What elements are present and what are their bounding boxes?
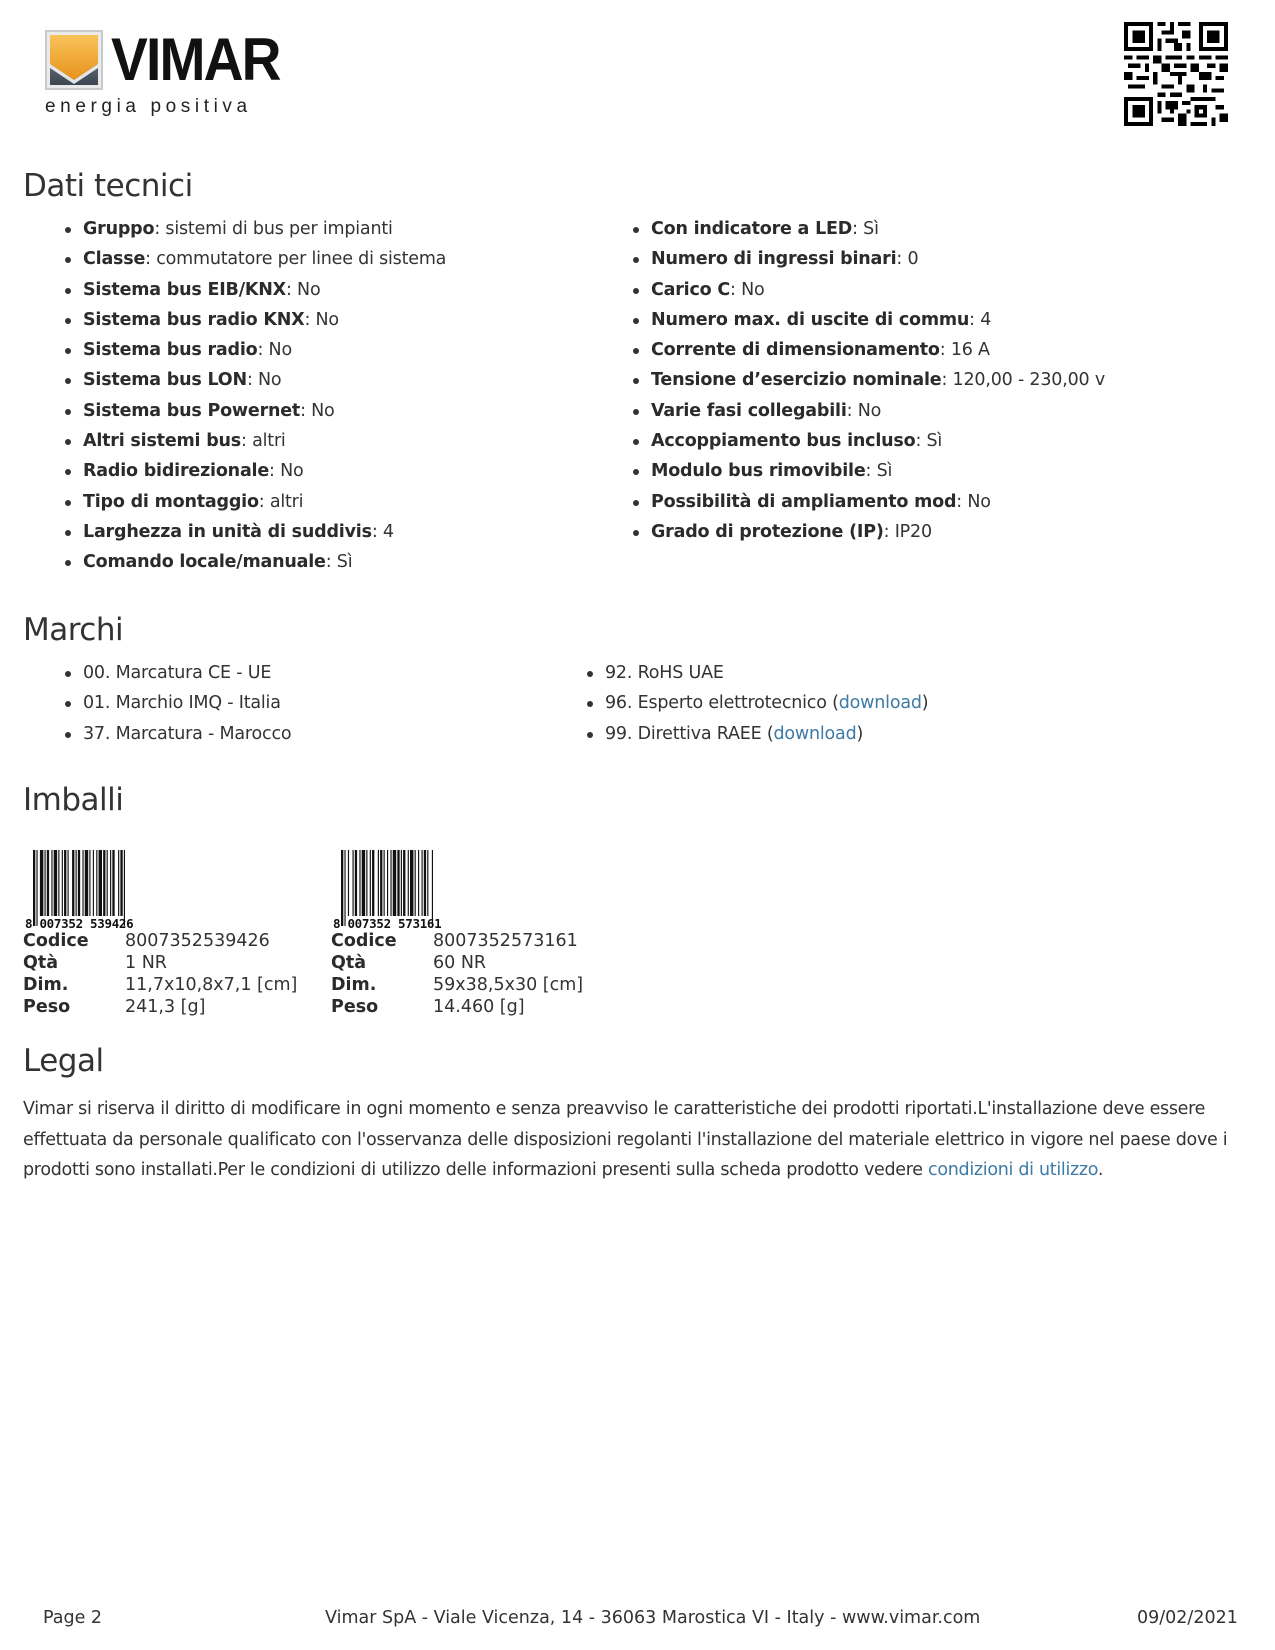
spec-separator: : bbox=[730, 279, 742, 300]
package-card-1 bbox=[23, 850, 297, 1018]
spec-separator: : bbox=[883, 521, 895, 542]
codice-label: Codice bbox=[331, 931, 397, 951]
spec-separator: : bbox=[241, 431, 253, 452]
certifications-right-list bbox=[585, 658, 928, 749]
spec-value: 0 bbox=[907, 249, 919, 270]
spec-value: altri bbox=[269, 491, 304, 512]
spec-label: Numero di ingressi binari bbox=[651, 249, 897, 270]
certification-item bbox=[585, 688, 928, 718]
spec-label: Numero max. di uscite di commu bbox=[651, 309, 970, 330]
spec-item bbox=[63, 396, 446, 426]
spec-value: No bbox=[857, 400, 882, 421]
spec-label: Tensione d’esercizio nominale bbox=[651, 370, 942, 391]
brand-tagline: energia positiva bbox=[45, 96, 252, 117]
spec-separator: : bbox=[896, 249, 908, 270]
spec-label: Con indicatore a LED bbox=[651, 219, 853, 239]
spec-separator: : bbox=[304, 309, 316, 330]
spec-label: Altri sistemi bus bbox=[83, 431, 242, 452]
spec-label: Corrente di dimensionamento bbox=[651, 340, 940, 361]
barcode-icon bbox=[341, 850, 463, 926]
spec-separator: : bbox=[956, 491, 968, 512]
spec-label: Varie fasi collegabili bbox=[651, 400, 847, 421]
barcode bbox=[331, 850, 461, 930]
spec-label: Radio bidirezionale bbox=[83, 461, 270, 482]
spec-item bbox=[63, 214, 446, 244]
spec-value: No bbox=[315, 309, 339, 330]
spec-item bbox=[631, 517, 1105, 547]
spec-value: No bbox=[280, 461, 304, 482]
spec-value: Sì bbox=[926, 431, 943, 452]
spec-item bbox=[63, 335, 446, 365]
certification-text-end: ) bbox=[921, 693, 929, 714]
spec-item bbox=[63, 244, 446, 274]
spec-value: 4 bbox=[382, 521, 394, 542]
spec-item bbox=[631, 335, 1105, 365]
spec-label: Possibilità di ampliamento mod bbox=[651, 491, 957, 512]
spec-label: Modulo bus rimovibile bbox=[651, 461, 866, 482]
spec-item bbox=[631, 487, 1105, 517]
spec-label: Sistema bus radio KNX bbox=[83, 309, 305, 330]
certification-item bbox=[585, 658, 928, 688]
spec-item bbox=[631, 244, 1105, 274]
spec-value: 120,00 - 230,00 v bbox=[952, 370, 1105, 391]
certification-text: 96. Esperto elettrotecnico ( bbox=[605, 693, 839, 714]
package-card-2 bbox=[331, 850, 583, 1018]
peso-value: 14.460 [g] bbox=[433, 997, 525, 1017]
spec-separator: : bbox=[154, 219, 166, 239]
qta-label: Qtà bbox=[23, 953, 59, 973]
spec-item bbox=[63, 365, 446, 395]
spec-separator: : bbox=[939, 340, 951, 361]
spec-separator: : bbox=[915, 431, 927, 452]
spec-item bbox=[63, 426, 446, 456]
qta-value: 60 NR bbox=[433, 953, 487, 973]
spec-value: No bbox=[311, 400, 335, 421]
spec-separator: : bbox=[852, 219, 864, 239]
dim-label: Dim. bbox=[23, 975, 69, 995]
spec-value: No bbox=[297, 279, 321, 300]
peso-label: Peso bbox=[23, 997, 71, 1017]
spec-item bbox=[631, 396, 1105, 426]
footer-date: 09/02/2021 bbox=[1137, 1608, 1238, 1628]
spec-value: Sì bbox=[863, 219, 879, 239]
spec-label: Sistema bus radio bbox=[83, 340, 258, 361]
spec-item bbox=[631, 214, 1105, 244]
spec-separator: : bbox=[865, 461, 877, 482]
spec-separator: : bbox=[941, 370, 953, 391]
certification-text: 99. Direttiva RAEE ( bbox=[605, 723, 774, 744]
spec-label: Larghezza in unità di suddivis bbox=[83, 521, 372, 542]
footer-page-number: Page 2 bbox=[43, 1608, 103, 1628]
package-details-table bbox=[331, 930, 583, 1018]
spec-label: Sistema bus EIB/KNX bbox=[83, 279, 286, 300]
spec-value: No bbox=[967, 491, 991, 512]
spec-value: No bbox=[268, 340, 292, 361]
tech-specs-left-list bbox=[63, 214, 446, 578]
spec-separator: : bbox=[300, 400, 312, 421]
section-title-dati-tecnici: Dati tecnici bbox=[23, 168, 193, 204]
spec-value: No bbox=[258, 370, 282, 391]
codice-label: Codice bbox=[23, 931, 89, 951]
spec-value: commutatore per linee di sistema bbox=[156, 249, 447, 270]
spec-item bbox=[63, 517, 446, 547]
spec-value: IP20 bbox=[894, 521, 932, 542]
certification-text: 92. RoHS UAE bbox=[605, 663, 724, 683]
certification-item bbox=[585, 719, 928, 749]
section-title-imballi: Imballi bbox=[23, 782, 124, 818]
certification-item bbox=[63, 688, 291, 718]
spec-value: 16 A bbox=[950, 340, 990, 361]
spec-separator: : bbox=[258, 491, 270, 512]
spec-label: Accoppiamento bus incluso bbox=[651, 431, 916, 452]
download-link[interactable]: download bbox=[838, 693, 922, 714]
barcode-icon bbox=[33, 850, 155, 926]
certification-text-end: ) bbox=[856, 723, 864, 744]
spec-value: No bbox=[741, 279, 765, 300]
barcode-number: 8 007352 573161 bbox=[333, 916, 442, 931]
spec-value: Sì bbox=[336, 552, 353, 573]
spec-label: Gruppo bbox=[83, 219, 155, 239]
spec-item bbox=[63, 547, 446, 577]
barcode bbox=[23, 850, 153, 930]
spec-label: Classe bbox=[83, 249, 146, 270]
spec-item bbox=[63, 456, 446, 486]
spec-item bbox=[63, 487, 446, 517]
spec-label: Comando locale/manuale bbox=[83, 552, 326, 573]
spec-value: Sì bbox=[876, 461, 893, 482]
spec-separator: : bbox=[325, 552, 337, 573]
spec-label: Sistema bus Powernet bbox=[83, 400, 301, 421]
spec-separator: : bbox=[969, 309, 981, 330]
spec-item bbox=[631, 275, 1105, 305]
spec-separator: : bbox=[371, 521, 383, 542]
spec-label: Sistema bus LON bbox=[83, 370, 247, 391]
legal-text: Vimar si riserva il diritto di modificare in ogni momento e senza preavviso le caratteristiche dei prodotti riportati.L'installazione deve essere effettuata da personale qualificato con l'osservanza delle disposizioni regolanti l'installazione del materiale elettrico in vigore nel paese dove i prodotti sono installati.Per le condizioni di utilizzo delle informazioni presenti sulla scheda prodotto vedere bbox=[23, 1099, 1228, 1180]
spec-separator: : bbox=[257, 340, 269, 361]
spec-separator: : bbox=[246, 370, 258, 391]
legal-text-end: . bbox=[1097, 1160, 1104, 1180]
spec-label: Grado di protezione (IP) bbox=[651, 521, 884, 542]
spec-separator: : bbox=[269, 461, 281, 482]
tech-specs-right-list bbox=[631, 214, 1105, 547]
peso-value: 241,3 [g] bbox=[125, 997, 206, 1017]
spec-value: altri bbox=[252, 431, 286, 452]
certification-item bbox=[63, 719, 291, 749]
spec-separator: : bbox=[145, 249, 157, 270]
footer-address: Vimar SpA - Viale Vicenza, 14 - 36063 Marostica VI - Italy - www.vimar.com bbox=[325, 1608, 981, 1628]
peso-label: Peso bbox=[331, 997, 379, 1017]
package-details-table bbox=[23, 930, 297, 1018]
spec-item bbox=[63, 275, 446, 305]
spec-separator: : bbox=[285, 279, 298, 300]
certifications-left-list bbox=[63, 658, 291, 749]
spec-label: Carico C bbox=[651, 279, 731, 300]
spec-value: sistemi di bus per impianti bbox=[165, 219, 393, 239]
vimar-logo bbox=[45, 26, 285, 120]
spec-separator: : bbox=[846, 400, 858, 421]
codice-value: 8007352573161 bbox=[433, 931, 578, 951]
spec-item bbox=[631, 426, 1105, 456]
section-title-legal: Legal bbox=[23, 1043, 104, 1079]
barcode-number: 8 007352 539426 bbox=[25, 916, 134, 931]
spec-item bbox=[631, 365, 1105, 395]
qta-label: Qtà bbox=[331, 953, 367, 973]
download-link[interactable]: download bbox=[773, 723, 857, 744]
spec-item bbox=[631, 305, 1105, 335]
dim-label: Dim. bbox=[331, 975, 377, 995]
brand-name: VIMAR bbox=[111, 26, 280, 93]
certification-item bbox=[63, 658, 291, 688]
dim-value: 11,7x10,8x7,1 [cm] bbox=[125, 975, 298, 995]
codice-value: 8007352539426 bbox=[125, 931, 270, 951]
vimar-logo-icon bbox=[45, 30, 103, 90]
certification-text: 00. Marcatura CE - UE bbox=[83, 663, 272, 683]
legal-paragraph bbox=[23, 1094, 1233, 1186]
dim-value: 59x38,5x30 [cm] bbox=[433, 975, 584, 995]
spec-item bbox=[631, 456, 1105, 486]
certification-text: 01. Marchio IMQ - Italia bbox=[83, 693, 281, 714]
qr-code-icon bbox=[1124, 22, 1228, 126]
qta-value: 1 NR bbox=[125, 953, 167, 973]
spec-label: Tipo di montaggio bbox=[83, 491, 259, 512]
spec-value: 4 bbox=[980, 309, 992, 330]
spec-item bbox=[63, 305, 446, 335]
terms-of-use-link[interactable]: condizioni di utilizzo bbox=[928, 1160, 1098, 1180]
section-title-marchi: Marchi bbox=[23, 612, 124, 648]
certification-text: 37. Marcatura - Marocco bbox=[83, 723, 292, 744]
